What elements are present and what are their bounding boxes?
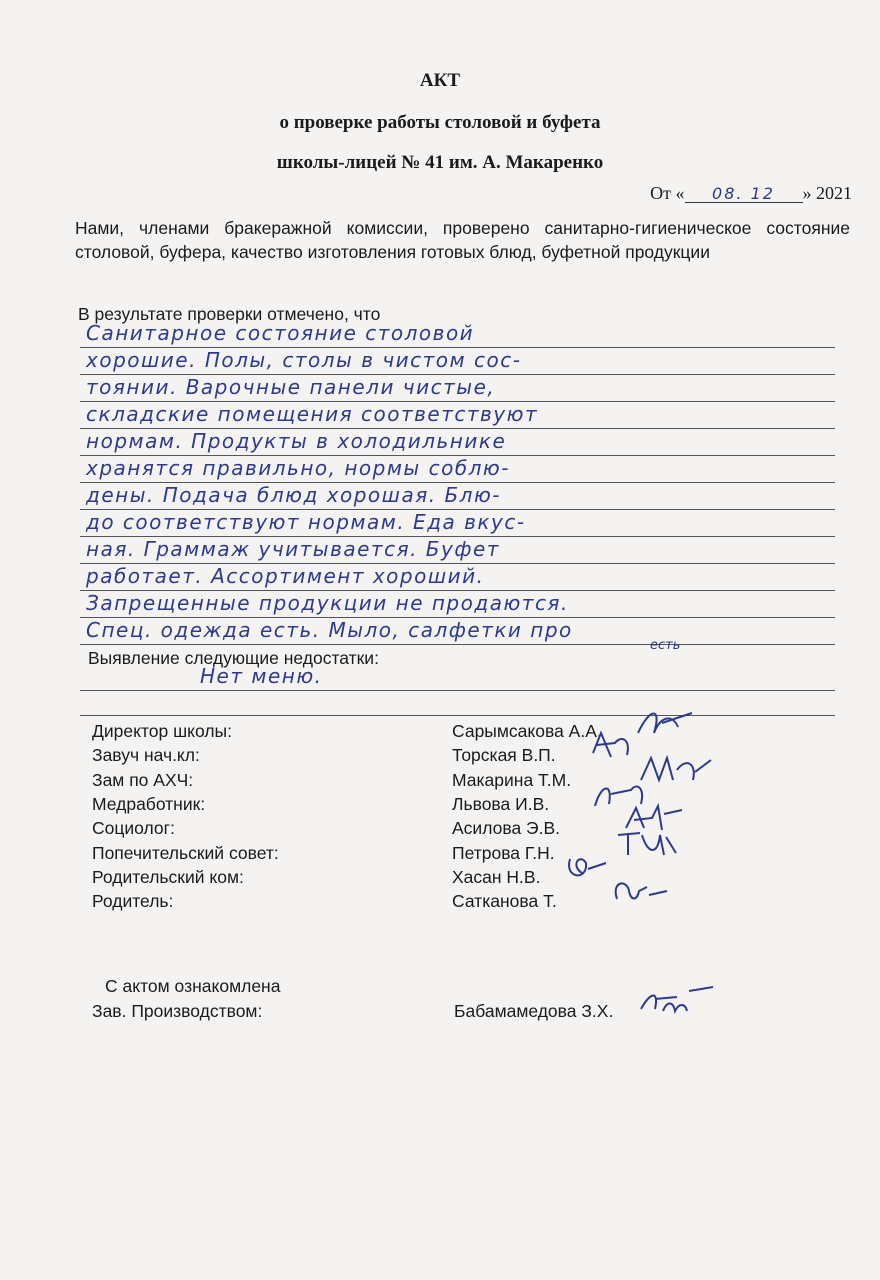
- signature-mark: [607, 873, 687, 913]
- signature-name: Торская В.П.: [452, 745, 556, 766]
- ack-role: Зав. Производством:: [92, 1001, 263, 1021]
- signature-role: Попечительский совет:: [92, 842, 279, 863]
- findings-line-text: дены. Подача блюд хорошая. Блю-: [86, 483, 502, 507]
- findings-line: [80, 376, 835, 402]
- signature-role: Родительский ком:: [92, 866, 244, 887]
- date-value: 08. 12: [685, 186, 803, 203]
- signature-row: [92, 843, 792, 867]
- date-suffix: » 2021: [802, 183, 852, 203]
- signature-name: Сарымсакова А.А.: [452, 721, 602, 741]
- signature-name: Хасан Н.В.: [452, 866, 541, 887]
- school-name: школы-лицей № 41 им. А. Макаренко: [276, 152, 604, 173]
- signature-mark: [637, 983, 717, 1023]
- findings-extra: есть: [650, 638, 681, 653]
- shortcomings-line: [80, 690, 835, 716]
- findings-line: [80, 538, 835, 564]
- date-prefix: От «: [650, 183, 685, 203]
- signature-role: Родитель:: [92, 891, 174, 912]
- findings-line-text: ная. Граммаж учитывается. Буфет: [86, 537, 500, 561]
- findings-handwritten: [80, 322, 835, 652]
- signature-role: Директор школы:: [92, 721, 232, 741]
- signature-name: Сатканова Т.: [452, 891, 557, 912]
- signature-name: Петрова Г.Н.: [452, 842, 555, 863]
- findings-line: [80, 592, 835, 618]
- date-line: [650, 183, 852, 204]
- findings-label: В результате проверки отмечено, что: [78, 304, 381, 324]
- signature-role: Социолог:: [92, 818, 175, 839]
- findings-line-text: нормам. Продукты в холодильнике: [86, 429, 507, 453]
- signature-role: Завуч нач.кл:: [92, 745, 200, 766]
- findings-line: [80, 565, 835, 591]
- findings-line-text: работает. Ассортимент хороший.: [86, 564, 485, 588]
- signature-name: Макарина Т.М.: [452, 769, 572, 790]
- shortcomings-label: Выявление следующие недостатки:: [88, 648, 379, 668]
- document-subtitle: о проверке работы столовой и буфета: [279, 112, 601, 133]
- signature-role: Медработник:: [92, 793, 206, 814]
- ack-label: С актом ознакомлена: [105, 976, 281, 996]
- findings-line-text: до соответствуют нормам. Еда вкус-: [86, 510, 526, 534]
- findings-line-text: складские помещения соответствуют: [86, 402, 539, 426]
- ack-name: Бабамамедова З.Х.: [454, 1001, 614, 1021]
- signature-row: [92, 867, 792, 891]
- findings-line: [80, 619, 835, 645]
- intro-paragraph: Нами, членами бракеражной комиссии, проверено санитарно-гигиеническое состояние столовой, буфера, качество изготовления готовых блюд, буфетной продукции: [75, 218, 850, 262]
- findings-line: [80, 322, 835, 348]
- shortcomings-value: Нет меню.: [200, 664, 323, 688]
- findings-line-text: тоянии. Варочные панели чистые,: [86, 375, 496, 399]
- findings-line: [80, 349, 835, 375]
- findings-line: [80, 484, 835, 510]
- signature-role: Зам по АХЧ:: [92, 769, 194, 790]
- shortcomings-line: [80, 665, 835, 691]
- findings-line-text: Спец. одежда есть. Мыло, салфетки про: [86, 618, 573, 642]
- findings-line-text: Санитарное состояние столовой: [86, 321, 475, 345]
- document-title: АКТ: [419, 70, 461, 91]
- signature-row: [92, 770, 792, 794]
- signature-row: [92, 721, 792, 745]
- ack-row: [92, 1001, 792, 1025]
- findings-line: [80, 403, 835, 429]
- signature-name: Львова И.В.: [452, 793, 550, 814]
- signature-row: [92, 891, 792, 915]
- findings-line: [80, 430, 835, 456]
- signature-name: Асилова Э.В.: [452, 818, 561, 839]
- findings-line-text: хранятся правильно, нормы соблю-: [86, 456, 510, 480]
- findings-line: [80, 457, 835, 483]
- shortcomings-area: [80, 665, 835, 720]
- findings-line-text: Запрещенные продукции не продаются.: [86, 591, 569, 615]
- findings-line: [80, 511, 835, 537]
- findings-line-text: хорошие. Полы, столы в чистом сос-: [86, 348, 522, 372]
